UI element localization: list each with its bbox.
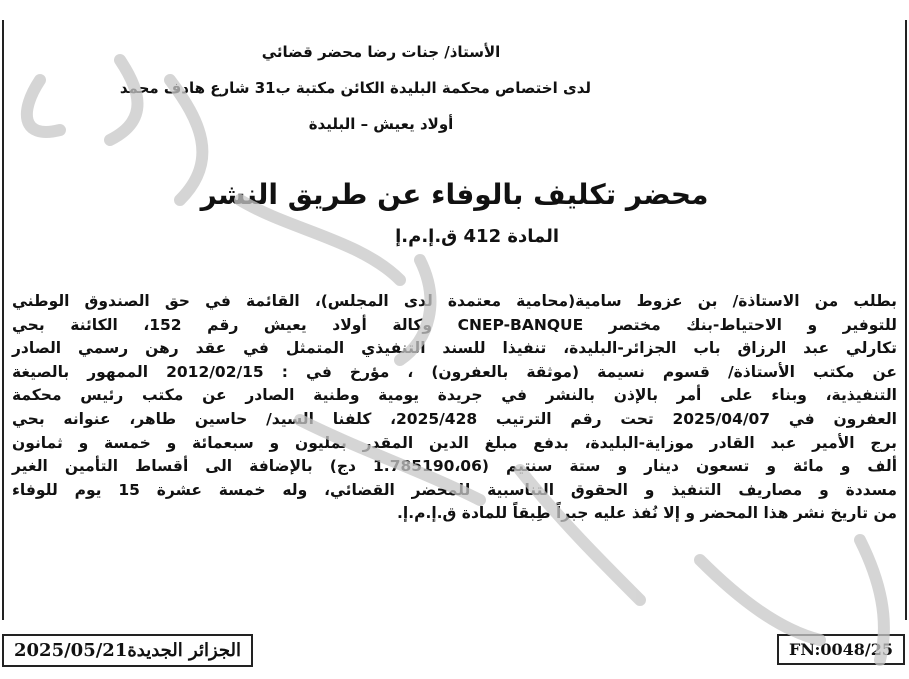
body-line: بطلب من الاستاذة/ بن عزوط سامية(محامية معتمدة لدى المجلس)، القائمة في حق الصندوق الوطني bbox=[12, 292, 897, 310]
bailiff-city: أولاد يعيش – البليدة bbox=[308, 115, 454, 133]
body-line: مسددة و مصاريف التنفيذ و الحقوق التناسبية للمحضر القضائي، وله خمسة عشرة 15 يوم للوفاء bbox=[12, 480, 897, 499]
body-line: ألف و مائة و تسعون دينار و ستة سنتيم (1.785190،06 دج) بالإضافة الى أقساط التأمين الغير bbox=[12, 457, 898, 476]
article-reference: المادة 412 ق.إ.م.إ bbox=[395, 226, 559, 247]
body-line: للتوفير و الاحتياط-بنك مختصر CNEP-BANQUE وكالة أولاد يعيش رقم 152، الكائنة بحي bbox=[12, 315, 897, 334]
notice-title: محضر تكليف بالوفاء عن طريق النشر bbox=[200, 178, 709, 211]
file-number-box: FN:0048/25 bbox=[777, 634, 905, 665]
body-line: تكارلي عبد الرزاق باب الجزائر-البليدة، تنفيذا للسند التنفيذي المتمثل في عقد رهن رسمي الصادر bbox=[12, 339, 897, 358]
newspaper-date-box: الجزائر الجديدة2025/05/21 bbox=[2, 634, 253, 667]
bailiff-name: الأستاذ/ جنات رضا محضر قضائي bbox=[261, 43, 501, 61]
body-line: من تاريخ نشر هذا المحضر و إلا نُفذ عليه جبراً طِبقاً للمادة ق.إ.م.إ. bbox=[397, 504, 897, 523]
body-line: العفرون في 2025/04/07 تحت رقم الترتيب 2025/428، كلفنا السيد/ حاسين طاهر، عنوانه بحي bbox=[12, 409, 897, 428]
bailiff-header bbox=[119, 34, 591, 142]
body-line: برج الأمير عبد القادر موزاية-البليدة، بدفع مبلغ الدين المقدر بمليون و سبعمائة و خمسة و ثمانون bbox=[12, 433, 897, 452]
body-line: التنفيذية، وبناء على أمر بالإذن بالنشر في جريدة يومية وطنية الصادر عن مكتب رئيس محكمة bbox=[12, 386, 897, 405]
body-line: عن مكتب الأستاذة/ قسوم نسيمة (موثقة بالعفرون) ، مؤرخ في : 2012/02/15 الممهور بالصيغة bbox=[12, 362, 897, 381]
bailiff-address: لدى اختصاص محكمة البليدة الكائن مكتبة ب31 شارع هادف محمد bbox=[119, 79, 591, 97]
notice-body bbox=[12, 290, 897, 526]
